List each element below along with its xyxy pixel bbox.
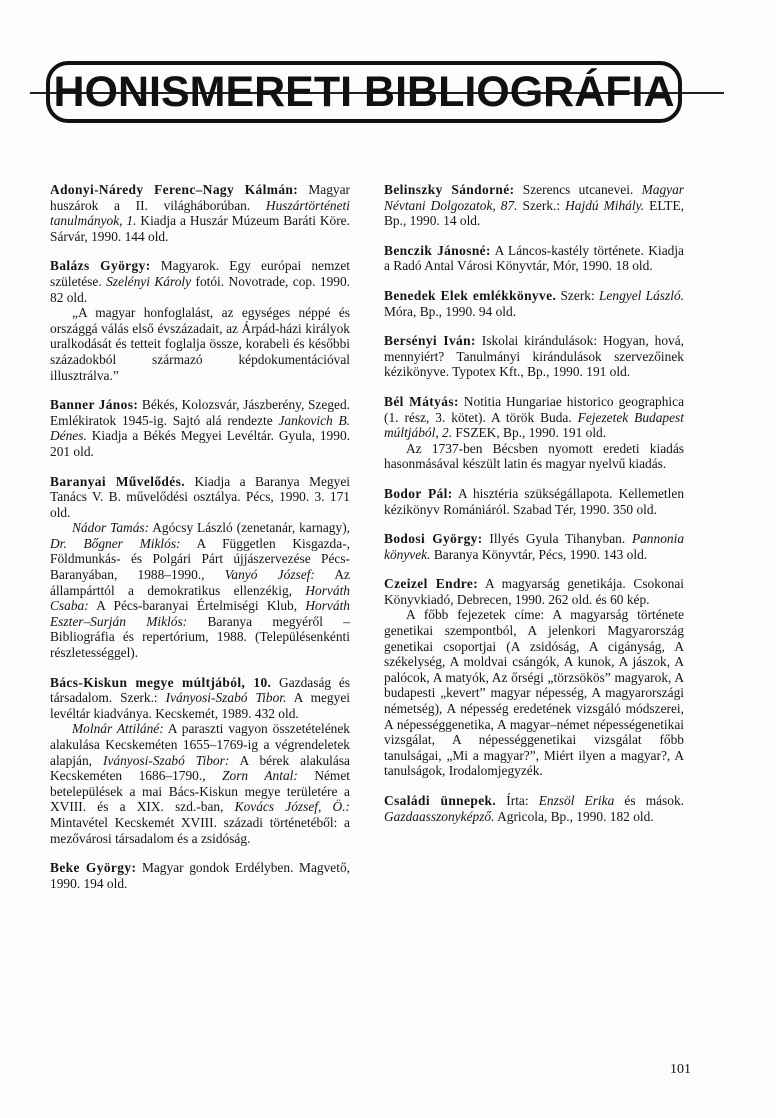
entry-author: Czeizel Endre: (384, 576, 479, 592)
entry-citation (384, 793, 684, 824)
entry-citation (384, 333, 684, 380)
entry-text: Kiadja a Huszár Múzeum Baráti Köre. Sárvár, 1990. 144 old. (50, 213, 350, 244)
entry-text: Magyarok. Egy európai nemzet születése. (50, 258, 351, 289)
entry-italic: Molnár Attiláné: (72, 721, 164, 737)
entry-italic: Hajdú Mihály. (565, 197, 645, 213)
bibliography-entry (384, 576, 684, 779)
entry-text: FSZEK, Bp., 1990. 191 old. (452, 425, 607, 441)
entry-text: Békés, Kolozsvár, Jászberény, Szeged. Emlékiratok 1945-ig. Sajtó alá rendezte (50, 397, 351, 428)
entry-text: Gazdaság és társadalom. Szerk.: (50, 674, 350, 706)
entry-text: Agócsy László (zenetanár, karnagy), (149, 520, 350, 536)
left-column (50, 182, 350, 905)
entry-citation (384, 182, 684, 229)
entry-italic: Fejezetek Budapest múltjából, 2. (384, 409, 684, 441)
bibliography-entry (50, 397, 350, 459)
entry-text: Szerencs utcanevei. (514, 182, 642, 197)
entry-text: A megyei levéltár kiadványa. Kecskemét, 1989. 432 old. (50, 690, 350, 721)
entry-italic: Lengyel László. (598, 287, 684, 303)
entry-author: Bodor Pál: (384, 485, 453, 501)
bibliography-entry (384, 182, 684, 229)
entry-annotation (384, 441, 684, 472)
entry-italic: Jankovich B. Dénes. (50, 412, 350, 444)
entry-text: Írta: (496, 793, 539, 808)
bibliography-entry (384, 243, 684, 274)
entry-italic: Pannonia könyvek. (384, 531, 685, 562)
entry-text: Szerk.: (517, 197, 566, 213)
bibliography-entry (50, 860, 350, 891)
entry-text: Kiadja a Békés Megyei Levéltár. Gyula, 1990. 201 old. (50, 428, 350, 459)
entry-italic: Iványosi-Szabó Tibor: (103, 752, 230, 768)
entry-citation (384, 394, 684, 441)
bibliography-entry (50, 258, 350, 383)
entry-text: Baranya Könyvtár, Pécs, 1990. 143 old. (430, 546, 648, 562)
entry-text: A paraszti vagyon összetételének alakulása Kecskeméten 1655–1769-ig a végrendeletek alapján, (50, 721, 350, 768)
entry-italic: Horváth Eszter–Surján Miklós: (50, 598, 350, 629)
entry-text: A bérek alakulása Kecskeméten 1686–1790., (50, 752, 350, 784)
header-box (46, 61, 682, 123)
entry-author: Banner János: (50, 397, 139, 413)
bibliography-entry (384, 288, 684, 319)
entry-text: és mások. (614, 793, 684, 808)
entry-text: Notitia Hungariae historico geographica (1. rész, 3. kötet). A török Buda. (384, 393, 685, 425)
entry-text: Szerk: (556, 287, 599, 303)
entry-italic: Magyar Névtani Dolgozatok, 87. (384, 182, 684, 213)
entry-italic: Nádor Tamás: (72, 520, 150, 536)
entry-text: fotói. Novotrade, cop. 1990. 82 old. (50, 273, 351, 305)
entry-citation (50, 258, 350, 305)
entry-author: Beke György: (50, 860, 137, 876)
entry-author: Bács-Kiskun megye múltjából, 10. (50, 674, 272, 690)
entry-text: Az állampárttól a demokratikus ellenzékig, (50, 567, 350, 598)
entry-citation (50, 182, 350, 244)
entry-text: Az 1737-ben Bécsben nyomott eredeti kiadás hasonmásával készült latin és magyar nyelvű kiadás. (384, 440, 684, 472)
entry-citation (384, 243, 684, 274)
bibliography-entry (50, 675, 350, 847)
entry-italic: Horváth Csaba: (50, 582, 350, 614)
entry-text: Magyar gondok Erdélyben. Magvető, 1990. 194 old. (50, 860, 351, 891)
bibliography-entry (384, 333, 684, 380)
entry-italic: Vanyó József: (224, 567, 315, 583)
entry-text: Magyar huszárok a II. világháborúban. (50, 182, 350, 213)
entry-text: A Láncos-kastély története. Kiadja a Radó Antal Városi Könyvtár, Mór, 1990. 18 old. (384, 242, 684, 274)
entry-annotation (50, 520, 350, 660)
entry-text: Mintavétel Kecskemét XVIII. századi történetéből: a mezővárosi társadalom és a zsidóság. (50, 814, 350, 846)
entry-author: Benedek Elek emlékkönyve. (384, 287, 557, 303)
entry-author: Belinszky Sándorné: (384, 182, 515, 197)
entry-italic: Kovács József, Ö.: (234, 799, 351, 815)
page-number: 101 (670, 1062, 691, 1077)
entry-citation (50, 397, 350, 459)
right-column (384, 182, 684, 838)
entry-italic: Enzsöl Erika (538, 793, 615, 808)
entry-text: Móra, Bp., 1990. 94 old. (384, 303, 517, 319)
entry-text: „A magyar honfoglalást, az egységes néppé és országgá válás első évszázadait, az Árpád-házi királyok uralkodását és tetteit foglalja össze, korabeli és későbbi századokból származó képdokumentációval illusztrálva.” (50, 305, 350, 383)
entry-text: Kiadja a Baranya Megyei Tanács V. B. művelődési osztálya. Pécs, 1990. 3. 171 old. (50, 473, 350, 520)
entry-italic: Szelényi Károly (106, 273, 192, 289)
entry-text: ELTE, Bp., 1990. 14 old. (384, 197, 684, 229)
entry-text: Illyés Gyula Tihanyban. (482, 531, 632, 547)
entry-italic: Dr. Bőgner Miklós: (50, 535, 181, 551)
entry-author: Benczik Jánosné: (384, 242, 491, 258)
entry-italic: Iványosi-Szabó Tibor. (165, 690, 287, 706)
page-title: HONISMERETI BIBLIOGRÁFIA (53, 67, 675, 116)
entry-italic: Gazdaasszonyképző. (384, 808, 495, 824)
bibliography-entry (384, 394, 684, 472)
entry-italic: Huszártörténeti tanulmányok, 1. (50, 197, 350, 229)
entry-citation (50, 675, 350, 722)
entry-text: Baranya megyéről – Bibliográfia és repertórium, 1988. (Településenkénti részletességgel). (50, 613, 350, 661)
entry-citation (50, 474, 350, 521)
entry-text: Agricola, Bp., 1990. 182 old. (494, 808, 654, 824)
entry-author: Családi ünnepek. (384, 793, 497, 808)
bibliography-entry (384, 531, 684, 562)
entry-author: Bersényi Iván: (384, 333, 476, 349)
entry-annotation (50, 305, 350, 383)
entry-author: Bodosi György: (384, 531, 483, 547)
entry-italic: Zorn Antal: (222, 768, 298, 784)
entry-text: Iskolai kirándulások: Hogyan, hová, mennyiért? Tanulmányi kirándulások szervezőinek kézikönyve. Typotex Kft., Bp., 1990. 191 old. (384, 333, 684, 380)
entry-annotation (384, 607, 684, 779)
entry-citation (384, 531, 684, 562)
entry-text: A Független Kisgazda-, Földmunkás- és Polgári Párt újjászervezése Pécs-Baranyában, 1988–1990., (50, 535, 351, 583)
entry-author: Baranyai Művelődés. (50, 473, 185, 489)
bibliography-entry (384, 793, 684, 824)
bibliography-entry (384, 486, 684, 517)
entry-citation (384, 486, 684, 517)
entry-text: A Pécs-baranyai Értelmiségi Klub, (88, 598, 306, 614)
bibliography-entry (50, 474, 350, 661)
bibliography-entry (50, 182, 350, 244)
entry-text: Német betelepülések a mai Bács-Kiskun megye területére a XVIII. és a XIX. szd.-ban, (50, 768, 351, 815)
entry-author: Balázs György: (50, 258, 151, 274)
entry-citation (384, 288, 684, 319)
entry-citation (384, 576, 684, 607)
entry-text: A magyarság genetikája. Csokonai Könyvkiadó, Debrecen, 1990. 262 old. és 60 kép. (384, 576, 684, 607)
entry-annotation (50, 721, 350, 846)
entry-author: Bél Mátyás: (384, 393, 459, 409)
entry-author: Adonyi-Náredy Ferenc–Nagy Kálmán: (50, 182, 299, 197)
entry-text: A főbb fejezetek címe: A magyarság története genetikai szempontból, A jelenkori Magyarország genetikai csoportjai (A zsidóság, A cigányság, A székelység, A moldvai csángók, A kunok, A jászok, A palócok, A matyók, Az őrségi „törzsökös” magyarok, A budapesti „kevert” magyar népesség, A magyarországi németség), A népesség eredetének vizsgáló módszerei, A népességgenetika, A magyar–német népességenetikai vizsgálat, A népességgenetikai vizsgálat főbb tanulságai, „Mi a magyar?”, Miért ilyen a magyar?, A tanulságok, Irodalomjegyzék. (384, 607, 684, 779)
entry-citation (50, 860, 350, 891)
entry-text: A hisztéria szükségállapota. Kellemetlen kézikönyv Romániáról. Szabad Tér, 1990. 350 old. (384, 485, 685, 517)
